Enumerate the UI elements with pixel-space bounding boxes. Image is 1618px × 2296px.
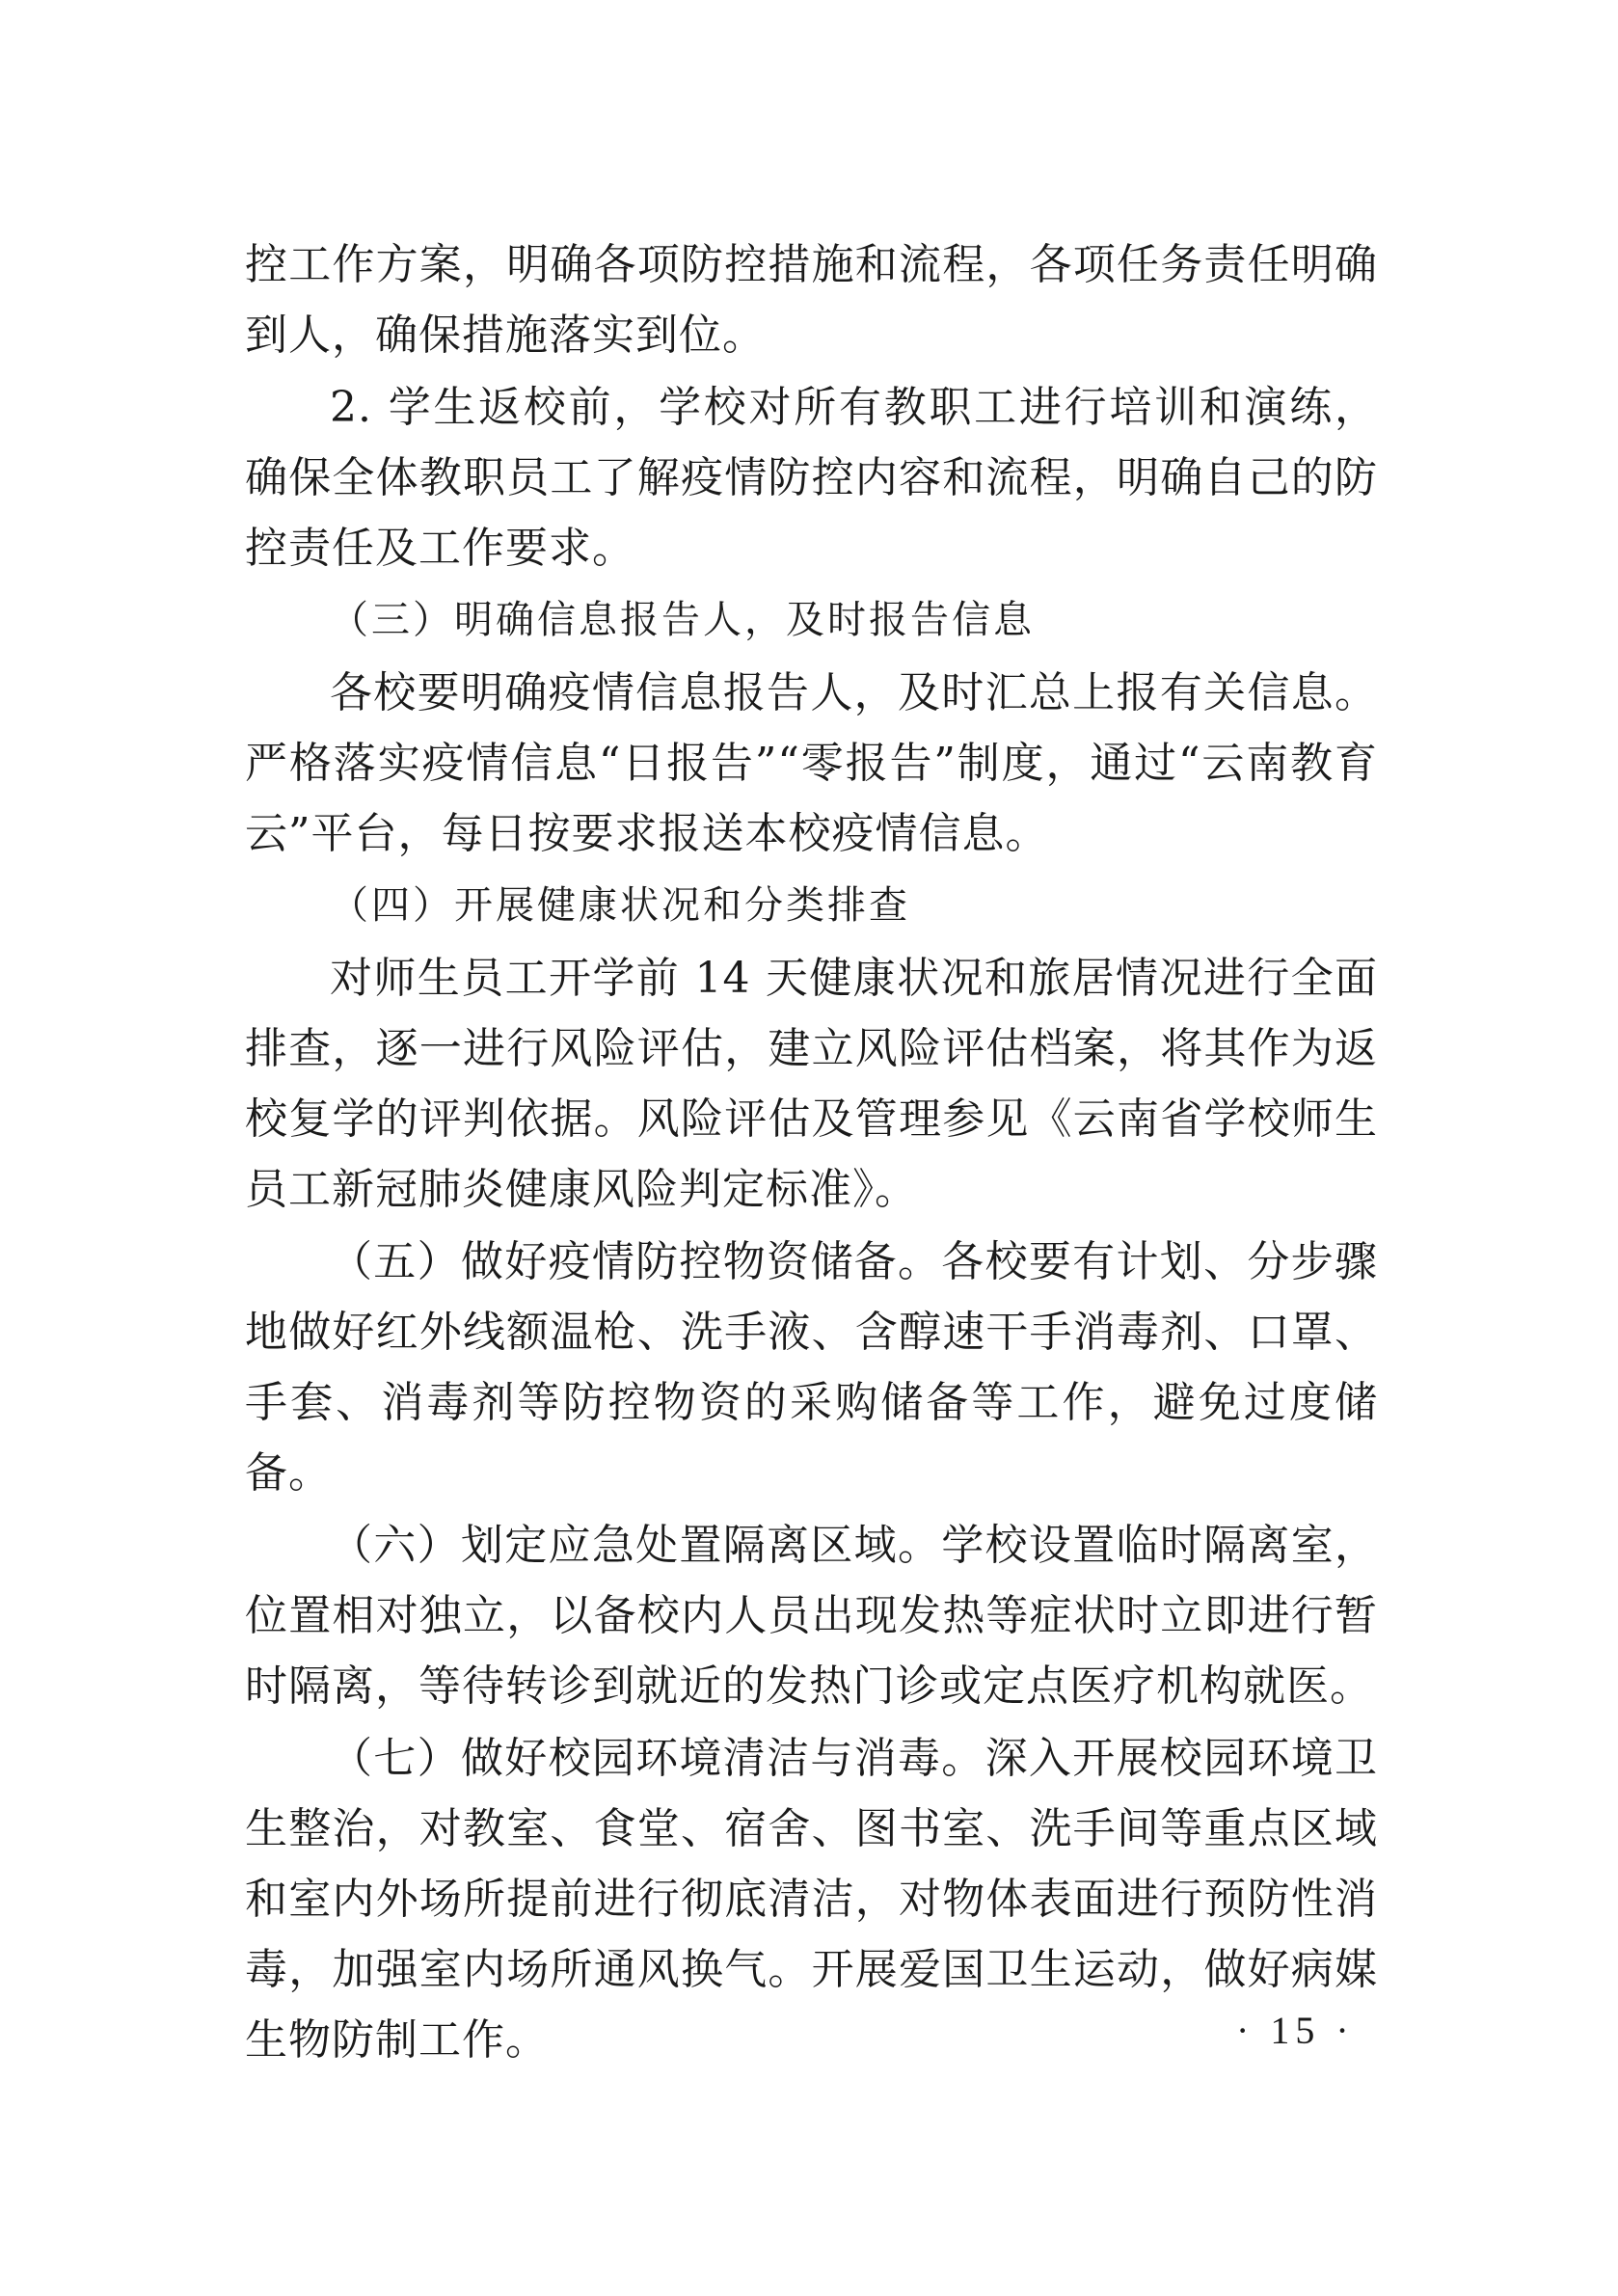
- paragraph-cleaning-disinfection: （七）做好校园环境清洁与消毒。深入开展校园环境卫生整治，对教室、食堂、宿舍、图书室、洗手间等重点区域和室内外场所提前进行彻底清洁，对物体表面进行预防性消毒，加强室内场所通风换气。开展爱国卫生运动，做好病媒生物防制工作。: [245, 1734, 1378, 2065]
- document-body: [245, 230, 1378, 2077]
- paragraph-info-reporting: 各校要明确疫情信息报告人，及时汇总上报有关信息。严格落实疫情信息“日报告”“零报告”制度，通过“云南教育云”平台，每日按要求报送本校疫情信息。: [245, 668, 1378, 858]
- paragraph-supplies: （五）做好疫情防控物资储备。各校要有计划、分步骤地做好红外线额温枪、洗手液、含醇速干手消毒剂、口罩、手套、消毒剂等防控物资的采购储备等工作，避免过度储备。: [245, 1237, 1378, 1498]
- paragraph-continued: 控工作方案，明确各项防控措施和流程，各项任务责任明确到人，确保措施落实到位。: [245, 240, 1378, 360]
- section-heading-health-screening: （四）开展健康状况和分类排查: [330, 883, 910, 928]
- page-number: · 15 ·: [1236, 2009, 1355, 2052]
- paragraph-health-screening: 对师生员工开学前 14 天健康状况和旅居情况进行全面排查，逐一进行风险评估，建立风险评估档案，将其作为返校复学的评判依据。风险评估及管理参见《云南省学校师生员工新冠肺炎健康风险判定标准》。: [245, 954, 1378, 1214]
- section-heading-info-reporting: （三）明确信息报告人，及时报告信息: [330, 598, 1035, 642]
- paragraph-staff-training: 2. 学生返校前，学校对所有教职工进行培训和演练，确保全体教职员工了解疫情防控内容和流程，明确自己的防控责任及工作要求。: [245, 383, 1378, 573]
- paragraph-isolation-area: （六）划定应急处置隔离区域。学校设置临时隔离室，位置相对独立，以备校内人员出现发热等症状时立即进行暂时隔离，等待转诊到就近的发热门诊或定点医疗机构就医。: [245, 1521, 1378, 1711]
